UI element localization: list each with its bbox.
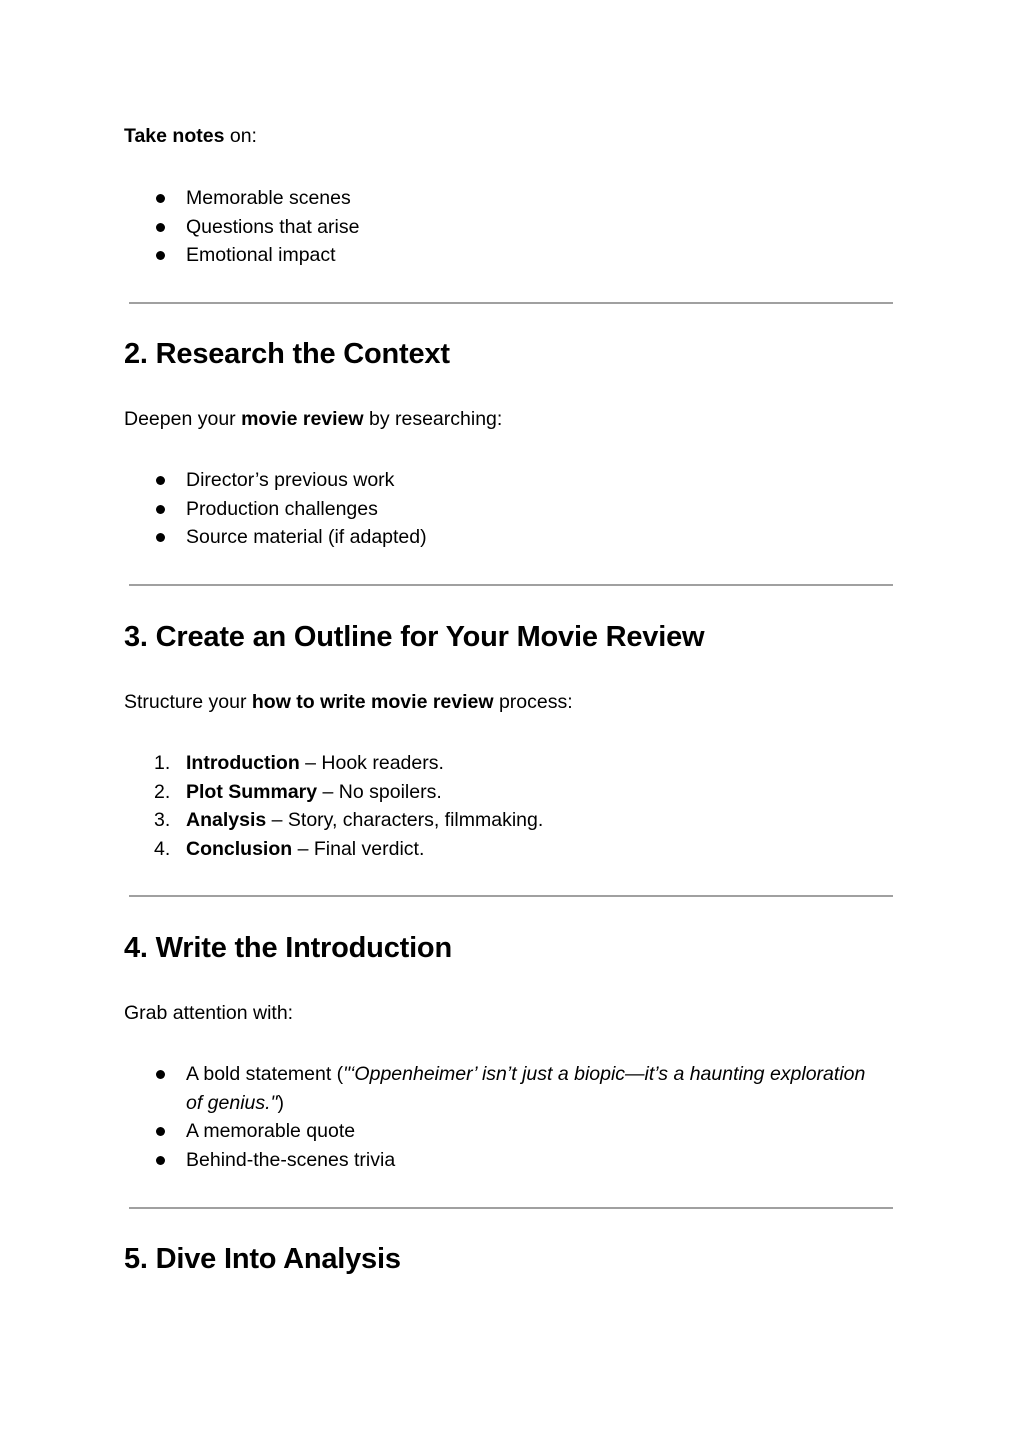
list-item	[124, 778, 894, 807]
bullet-icon	[156, 1127, 165, 1136]
horizontal-divider	[129, 895, 893, 897]
section-heading: 3. Create an Outline for Your Movie Review	[124, 621, 705, 653]
list-item	[124, 523, 894, 552]
list-item-text: – Hook readers.	[299, 752, 444, 774]
research-list	[124, 466, 894, 552]
list-number: 3.	[154, 809, 171, 831]
bullet-icon	[156, 1070, 165, 1079]
bullet-icon	[156, 476, 165, 485]
list-item	[124, 184, 894, 213]
bullet-icon	[156, 1156, 165, 1165]
list-item	[124, 466, 894, 495]
list-item	[124, 1117, 894, 1146]
bullet-icon	[156, 251, 165, 260]
list-number: 4.	[154, 837, 171, 860]
section-heading: 2. Research the Context	[124, 338, 450, 370]
list-item-term: Introduction	[186, 752, 300, 774]
list-item	[124, 1146, 894, 1175]
list-item	[124, 241, 894, 270]
list-item	[124, 495, 894, 524]
list-item	[124, 749, 894, 778]
list-number: 1.	[154, 752, 171, 774]
section3-intro-bold: how to write movie review	[251, 691, 494, 713]
list-item	[124, 806, 894, 835]
bullet-icon	[156, 533, 165, 542]
list-item-text: A memorable quote	[186, 1120, 356, 1142]
bullet-icon	[156, 194, 165, 203]
list-item-text: Director’s previous work	[186, 469, 395, 491]
list-item-text: – Final verdict.	[292, 837, 425, 860]
list-item-text: Source material (if adapted)	[186, 526, 427, 548]
list-item-term: Analysis	[186, 809, 267, 831]
notes-intro-rest: on:	[224, 125, 257, 147]
list-item	[124, 213, 894, 242]
notes-intro	[124, 122, 257, 150]
list-item-text: Emotional impact	[186, 244, 336, 266]
section-heading: 4. Write the Introduction	[124, 932, 452, 964]
section3-intro-pre: Structure your	[124, 691, 252, 713]
bullet-icon	[156, 505, 165, 514]
section2-intro	[124, 405, 502, 433]
outline-list	[124, 749, 894, 863]
list-item-text: Memorable scenes	[186, 187, 351, 209]
section4-intro: Grab attention with:	[124, 1002, 294, 1024]
section3-intro-post: process:	[493, 691, 573, 713]
section2-intro-pre: Deepen your	[124, 408, 242, 430]
list-item	[124, 835, 894, 864]
list-item-text-end: )	[277, 1091, 284, 1114]
notes-intro-bold: Take notes	[124, 125, 225, 147]
list-item-text: – No spoilers.	[317, 780, 442, 803]
list-item-text: Behind-the-scenes trivia	[186, 1148, 396, 1171]
list-number: 2.	[154, 780, 171, 803]
list-item-term: Conclusion	[186, 837, 293, 860]
list-item-text: A bold statement (	[186, 1063, 344, 1085]
introduction-list	[124, 1060, 894, 1174]
list-item-text: Production challenges	[186, 497, 378, 520]
horizontal-divider	[129, 302, 893, 304]
section3-intro	[124, 688, 573, 716]
horizontal-divider	[129, 584, 893, 586]
section-heading: 5. Dive Into Analysis	[124, 1243, 401, 1275]
horizontal-divider	[129, 1207, 893, 1209]
list-item-term: Plot Summary	[186, 780, 318, 803]
list-item-text: Questions that arise	[186, 215, 360, 238]
list-item-text: – Story, characters, filmmaking.	[266, 809, 544, 831]
bullet-icon	[156, 223, 165, 232]
section2-intro-bold: movie review	[241, 408, 364, 430]
section2-intro-post: by researching:	[363, 408, 503, 430]
notes-list	[124, 184, 894, 270]
list-item	[124, 1060, 894, 1117]
quote-text-line1: "‘Oppenheimer’ isn’t just a biopic—it’s a haunting exploration	[343, 1063, 866, 1085]
quote-text-line2: of genius."	[186, 1091, 278, 1114]
